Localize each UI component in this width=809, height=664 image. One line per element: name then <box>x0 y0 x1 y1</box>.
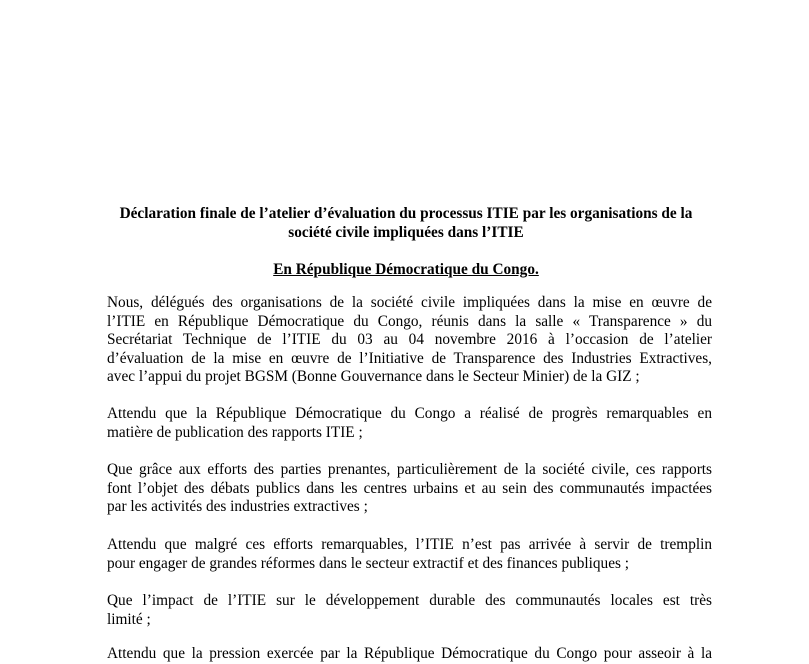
paragraph-line: Que grâce aux efforts des parties prenantes, particulièrement de la société civile, ces rapports <box>107 461 712 478</box>
paragraph-line: matière de publication des rapports ITIE ; <box>107 423 363 441</box>
paragraph-line: Nous, délégués des organisations de la société civile impliquées dans la mise en œuvre de <box>107 294 712 311</box>
paragraph-line: Que l’impact de l’ITIE sur le développement durable des communautés locales est très <box>107 592 712 609</box>
paragraph-line: font l’objet des débats publics dans les centres urbains et au sein des communautés impactées <box>107 479 712 497</box>
paragraph-line: avec l’appui du projet BGSM (Bonne Gouvernance dans le Secteur Minier) de la GIZ ; <box>107 368 640 386</box>
paragraph-line: pour engager de grandes réformes dans le secteur extractif et des finances publiques ; <box>107 554 630 572</box>
paragraph <box>107 405 712 442</box>
title-line: société civile impliquées dans l’ITIE <box>288 224 524 241</box>
paragraph <box>107 536 712 573</box>
paragraph <box>107 645 712 664</box>
paragraph-line: limité ; <box>107 610 151 628</box>
paragraph-line: Attendu que la pression exercée par la République Démocratique du Congo pour asseoir à la <box>107 645 712 662</box>
paragraph-line: d’évaluation de la mise en œuvre de l’Initiative de Transparence des Industries Extractives, <box>107 349 712 367</box>
paragraph-line: Attendu que malgré ces efforts remarquables, l’ITIE n’est pas arrivée à servir de tremplin <box>107 536 712 553</box>
paragraph <box>107 294 712 387</box>
paragraph-line: par les activités des industries extractives ; <box>107 498 368 516</box>
paragraph-line: l’ITIE en République Démocratique du Congo, réunis dans la salle « Transparence » du <box>107 312 712 330</box>
title-line: Déclaration finale de l’atelier d’évaluation du processus ITIE par les organisations de la <box>119 205 693 222</box>
document-title <box>96 204 716 242</box>
paragraph-line: Secrétariat Technique de l’ITIE du 03 au 04 novembre 2016 à l’occasion de l’atelier <box>107 331 712 349</box>
paragraph-line: Attendu que la République Démocratique du Congo a réalisé de progrès remarquables en <box>107 405 712 422</box>
paragraph <box>107 592 712 629</box>
document-subtitle: En République Démocratique du Congo. <box>273 261 539 278</box>
paragraph <box>107 461 712 517</box>
